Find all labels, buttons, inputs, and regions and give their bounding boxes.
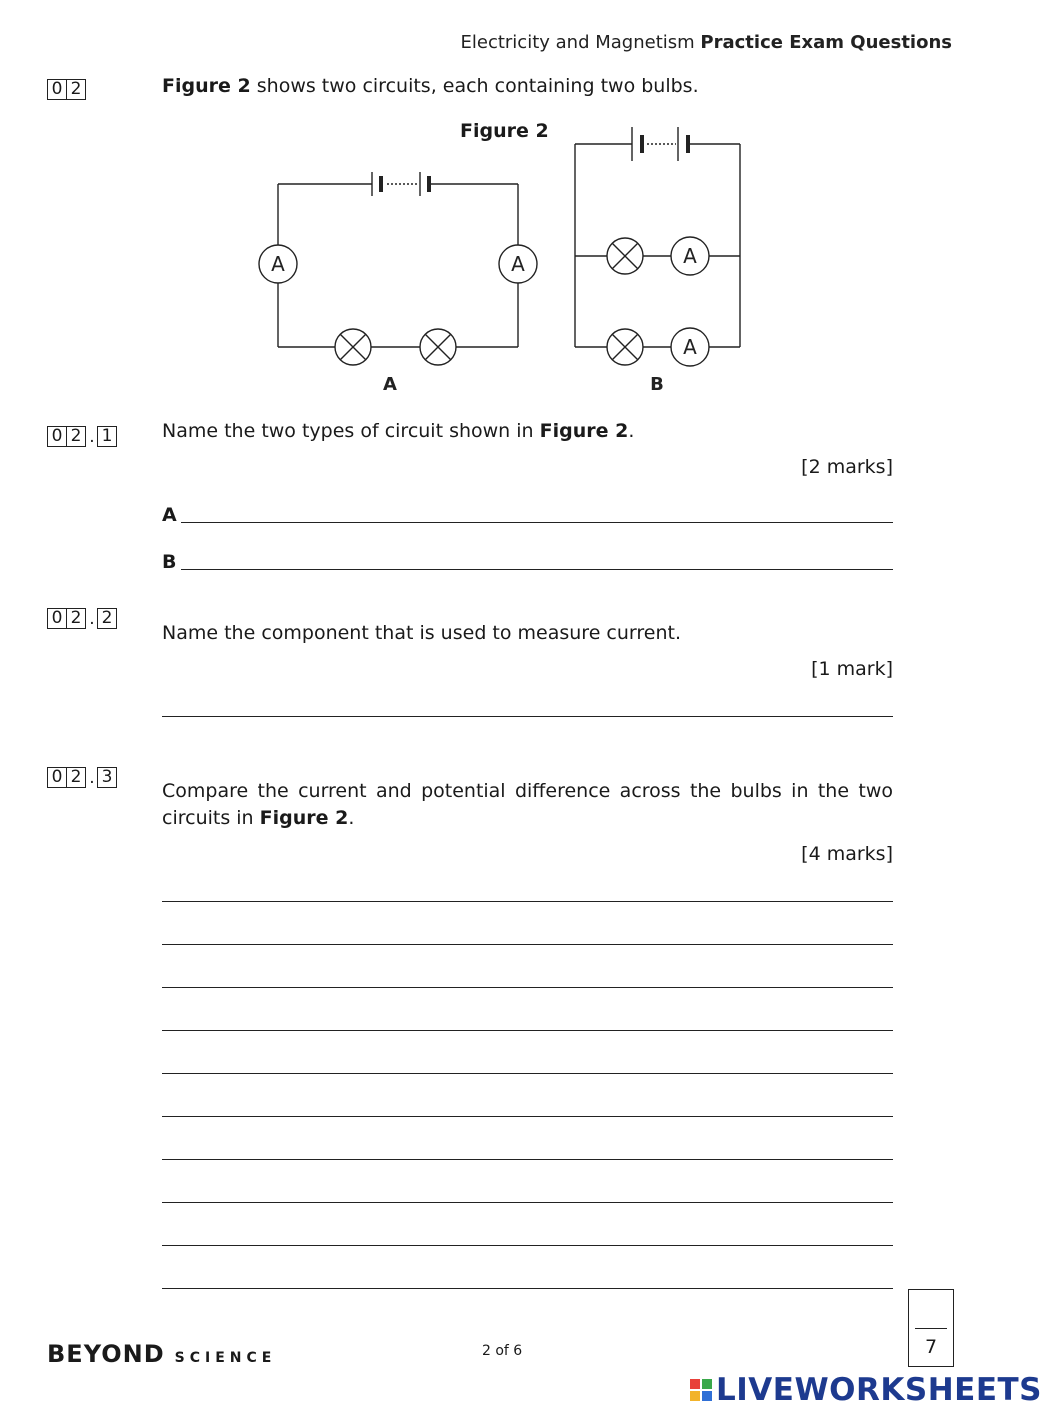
answer-line-q023[interactable] bbox=[162, 1116, 893, 1117]
qnum-digit: 2 bbox=[66, 608, 86, 629]
q021-marks: [2 marks] bbox=[801, 456, 893, 478]
score-box bbox=[908, 1289, 954, 1367]
answer-line-q022[interactable] bbox=[162, 716, 893, 717]
answer-line-q023[interactable] bbox=[162, 944, 893, 945]
score-total: 7 bbox=[924, 1336, 938, 1358]
qnum-dot: . bbox=[89, 767, 95, 788]
brand-sub: SCIENCE bbox=[174, 1350, 277, 1366]
answer-line-q023[interactable] bbox=[162, 1030, 893, 1031]
qnum-digit: 2 bbox=[66, 79, 86, 100]
qnum-digit: 1 bbox=[97, 426, 117, 447]
qnum-digit: 0 bbox=[47, 608, 67, 629]
ammeter-label: A bbox=[683, 244, 697, 268]
answer-line-q023[interactable] bbox=[162, 1202, 893, 1203]
q022-marks: [1 mark] bbox=[811, 658, 893, 680]
answer-line-q023[interactable] bbox=[162, 1073, 893, 1074]
answer-line-b[interactable] bbox=[181, 569, 893, 570]
circuit-a-series bbox=[259, 172, 537, 365]
qnum-digit: 2 bbox=[66, 426, 86, 447]
question-number-02-3 bbox=[47, 767, 117, 788]
figure-title: Figure 2 bbox=[460, 120, 549, 142]
lamp-icon bbox=[420, 329, 456, 365]
answer-b-label: B bbox=[162, 551, 177, 573]
q023-text-line1: Compare the current and potential difference across the bulbs in the two bbox=[162, 780, 893, 802]
liveworksheets-logo-icon bbox=[690, 1379, 712, 1401]
score-entry-line[interactable] bbox=[915, 1328, 947, 1329]
q023-marks: [4 marks] bbox=[801, 843, 893, 865]
q021-text-start: Name the two types of circuit shown in bbox=[162, 420, 540, 442]
page-number: 2 of 6 bbox=[482, 1343, 523, 1359]
q022-text: Name the component that is used to measure current. bbox=[162, 622, 682, 644]
ammeter-label: A bbox=[511, 252, 525, 276]
question-number-02-1 bbox=[47, 426, 117, 447]
qnum-digit: 0 bbox=[47, 767, 67, 788]
answer-line-q023[interactable] bbox=[162, 901, 893, 902]
answer-line-a[interactable] bbox=[181, 522, 893, 523]
qnum-dot: . bbox=[89, 426, 95, 447]
circuit-a-label: A bbox=[383, 374, 397, 395]
question-number-02-2 bbox=[47, 608, 117, 629]
q02-intro-text: shows two circuits, each containing two bulbs. bbox=[250, 75, 699, 97]
qnum-digit: 0 bbox=[47, 79, 67, 100]
q023-text-start: circuits in bbox=[162, 807, 260, 829]
lamp-icon bbox=[335, 329, 371, 365]
answer-line-q023[interactable] bbox=[162, 1159, 893, 1160]
q023-text-end: . bbox=[348, 807, 355, 829]
answer-line-q023[interactable] bbox=[162, 1245, 893, 1246]
answer-a-label: A bbox=[162, 504, 177, 526]
q023-figure-ref: Figure 2 bbox=[259, 807, 349, 829]
qnum-digit: 2 bbox=[97, 608, 117, 629]
brand-main: BEYOND bbox=[47, 1340, 165, 1368]
watermark-text: LIVEWORKSHEETS bbox=[716, 1372, 1042, 1408]
q02-intro-figure-ref: Figure 2 bbox=[162, 75, 251, 97]
lamp-icon bbox=[607, 329, 643, 365]
ammeter-label: A bbox=[271, 252, 285, 276]
answer-line-q023[interactable] bbox=[162, 1288, 893, 1289]
circuit-b-label: B bbox=[650, 374, 664, 395]
header-subject: Electricity and Magnetism bbox=[460, 32, 695, 53]
ammeter-label: A bbox=[683, 335, 697, 359]
qnum-digit: 3 bbox=[97, 767, 117, 788]
q023-text-line2 bbox=[162, 807, 354, 829]
lamp-icon bbox=[607, 238, 643, 274]
q021-text bbox=[162, 420, 634, 442]
q021-text-end: . bbox=[628, 420, 635, 442]
answer-line-q023[interactable] bbox=[162, 987, 893, 988]
circuit-b-parallel bbox=[575, 127, 740, 366]
beyond-science-logo bbox=[47, 1340, 276, 1368]
q021-figure-ref: Figure 2 bbox=[539, 420, 629, 442]
battery-icon bbox=[632, 127, 688, 161]
battery-icon bbox=[372, 172, 429, 196]
qnum-digit: 0 bbox=[47, 426, 67, 447]
qnum-dot: . bbox=[89, 608, 95, 629]
qnum-digit: 2 bbox=[66, 767, 86, 788]
header-doc-type: Practice Exam Questions bbox=[700, 32, 952, 53]
figure-2-circuits bbox=[0, 0, 1000, 420]
liveworksheets-watermark bbox=[690, 1372, 1042, 1408]
